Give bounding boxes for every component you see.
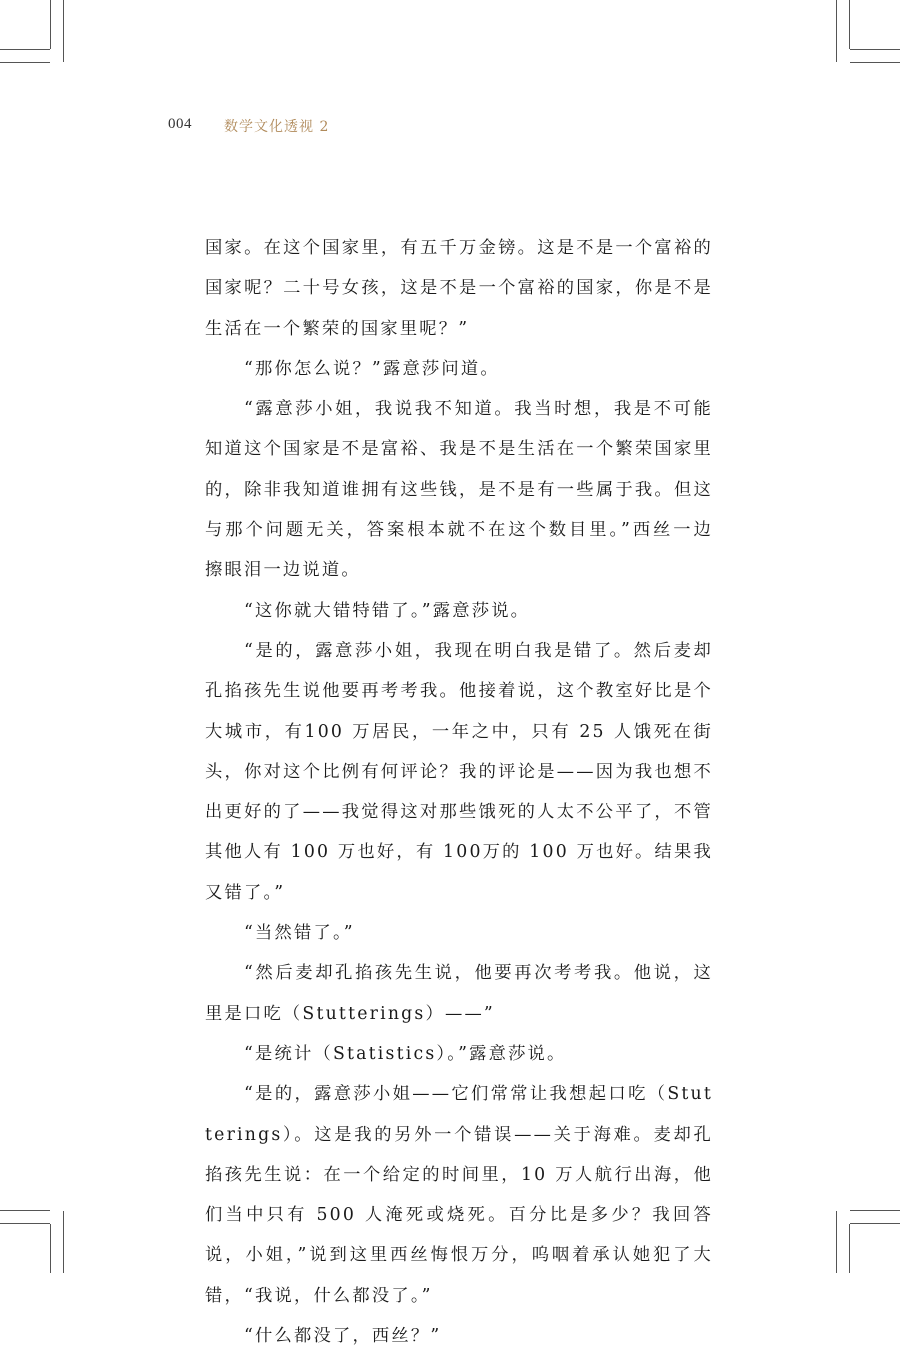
page-number: 004 (168, 116, 192, 132)
crop-mark-top-right-inner (849, 0, 850, 49)
crop-mark-bottom-left-horizontal (0, 1210, 50, 1211)
crop-mark-top-right-inner-h (850, 49, 900, 50)
paragraph: “是的，露意莎小姐——它们常常让我想起口吃（Stutterings）。这是我的另外一个错误——关于海难。麦却孔掐孩先生说：在一个给定的时间里，10 万人航行出海，他们当中只有 500 人淹死或烧死。百分比是多少？我回答说，小姐，”说到这里西丝悔恨万分，呜咽着承认她犯了大错，“我说，什么都没了。” (205, 1084, 713, 1306)
crop-mark-top-left-vertical (63, 0, 64, 62)
crop-mark-bottom-right-vertical (836, 1211, 837, 1273)
paragraph: “是统计（Statistics）。”露意莎说。 (244, 1043, 567, 1064)
paragraph: “露意莎小姐，我说我不知道。我当时想，我是不可能知道这个国家是不是富裕、我是不是生活在一个繁荣国家里的，除非我知道谁拥有这些钱，是不是有一些属于我。但这与那个问题无关，答案根本就不在这个数目里。”西丝一边擦眼泪一边说道。 (205, 399, 713, 581)
crop-mark-top-right-horizontal (850, 62, 900, 63)
crop-mark-bottom-left-vertical (63, 1211, 64, 1273)
paragraph: “当然错了。” (244, 923, 355, 944)
crop-mark-top-right-vertical (836, 0, 837, 62)
body-text (205, 228, 713, 1356)
paragraph-continuation: 国家。在这个国家里，有五千万金镑。这是不是一个富裕的国家呢？二十号女孩，这是不是一个富裕的国家，你是不是生活在一个繁荣的国家里呢？” (205, 238, 713, 339)
crop-mark-bottom-right-inner-h (850, 1223, 900, 1224)
crop-mark-bottom-left-inner-h (0, 1223, 50, 1224)
paragraph: “什么都没了，西丝？” (244, 1326, 442, 1347)
crop-mark-top-left-inner (50, 0, 51, 49)
crop-mark-bottom-left-inner (50, 1224, 51, 1273)
crop-mark-bottom-right-horizontal (850, 1210, 900, 1211)
paragraph: “然后麦却孔掐孩先生说，他要再次考考我。他说，这里是口吃（Stutterings）——” (205, 963, 713, 1024)
running-title: 数学文化透视 2 (224, 119, 330, 135)
paragraph: “是的，露意莎小姐，我现在明白我是错了。然后麦却孔掐孩先生说他要再考考我。他接着说，这个教室好比是个大城市，有100 万居民，一年之中，只有 25 人饿死在街头，你对这个比例有何评论？我的评论是——因为我也想不出更好的了——我觉得这对那些饿死的人太不公平了，不管其他人有 100 万也好，有 100万的 100 万也好。结果我又错了。” (205, 640, 713, 903)
crop-mark-top-left-inner-h (0, 49, 50, 50)
paragraph: “这你就大错特错了。”露意莎说。 (244, 600, 531, 621)
crop-mark-top-left-horizontal (0, 62, 50, 63)
paragraph: “那你怎么说？”露意莎问道。 (244, 358, 500, 379)
crop-mark-bottom-right-inner (849, 1224, 850, 1273)
